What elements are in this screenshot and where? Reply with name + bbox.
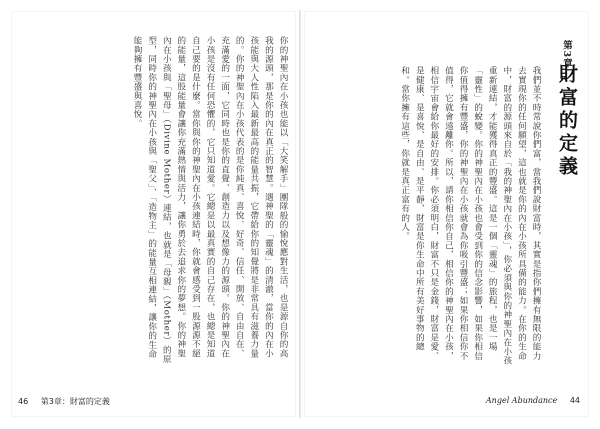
left-page [12,12,295,416]
left-page-running-title: 第3章：財富的定義 [40,397,110,406]
chapter-label: 第3章 [561,40,572,69]
right-page-running-title: Angel Abundance [485,396,558,405]
left-page-footer [18,396,110,407]
right-page-number: 44 [569,396,580,405]
left-page-body: 你的神聖內在小孩也能以「大笑解手」團隊般的愉悅應對生活，也是源自你的高我的源頭，那是你的內在真正的智慧。遇神聖的「靈魂」的清澈，當你的內在小孩能與大人性陷入最新最高的能量共振，它帶給你的知覺將是非常具有滋養力量的。你的神聖內在小孩代表的是你純真、喜悅、好奇、信任、開放、自由自在、充滿愛的一面，它同時也是你的直覺、創造力以及想像力的源頭。你的神聖內在小孩是沒有任何恐懼的，它只知道愛。它總是以最真實的自己存在，也總是知道自己要的是什麼。當你與你的神聖內在小孩連結時，你就會感受到一股源源不絕的能量，這股能量會讓你充滿熱情與活力，讓你勇於去追求你的夢想。你的神聖內在小孩與「聖母」（Divine Mother）連結，也就是「母親」（Mother）的原型，同時你的神聖內在小孩與「聖父」、「造物主」的能量互相連結，讓你的生命能夠擁有豐盛與喜悅。 [132,36,288,364]
book-spine [299,10,301,418]
right-page-footer [486,396,580,405]
left-page-number: 46 [18,397,29,406]
right-page-body: 我們並不時常說你們富，當我們說財富時，其實是指你們擁有無限的能力去實現你的任何願望，這也就是你的內在小孩所具備的能力。在你的生命中，財富的源頭來自於「我的神聖內在小孩」，你必須與你的神聖內在小孩重新連結，才能獲得真正的豐盛。這是一個「靈魂」的旅程，也是一場「靈性」的蛻變。你的神聖內在小孩也會受到你的信念影響，如果你相信你值得擁有豐盛，你的神聖內在小孩就會為你吸引豐盛；如果你相信你不值得，它就會遠離你。所以，請你相信你自己，相信你的神聖內在小孩，相信宇宙會給你最好的安排。你必須明白，財富不只是金錢，財富是愛、是健康、是喜悅、是自由、是平靜，財富是你生命中所有美好事物的總和。當你擁有這些，你就是真正富有的人。 [399,66,541,366]
chapter-title: 財富的定義 [556,64,578,179]
right-page [305,12,588,416]
